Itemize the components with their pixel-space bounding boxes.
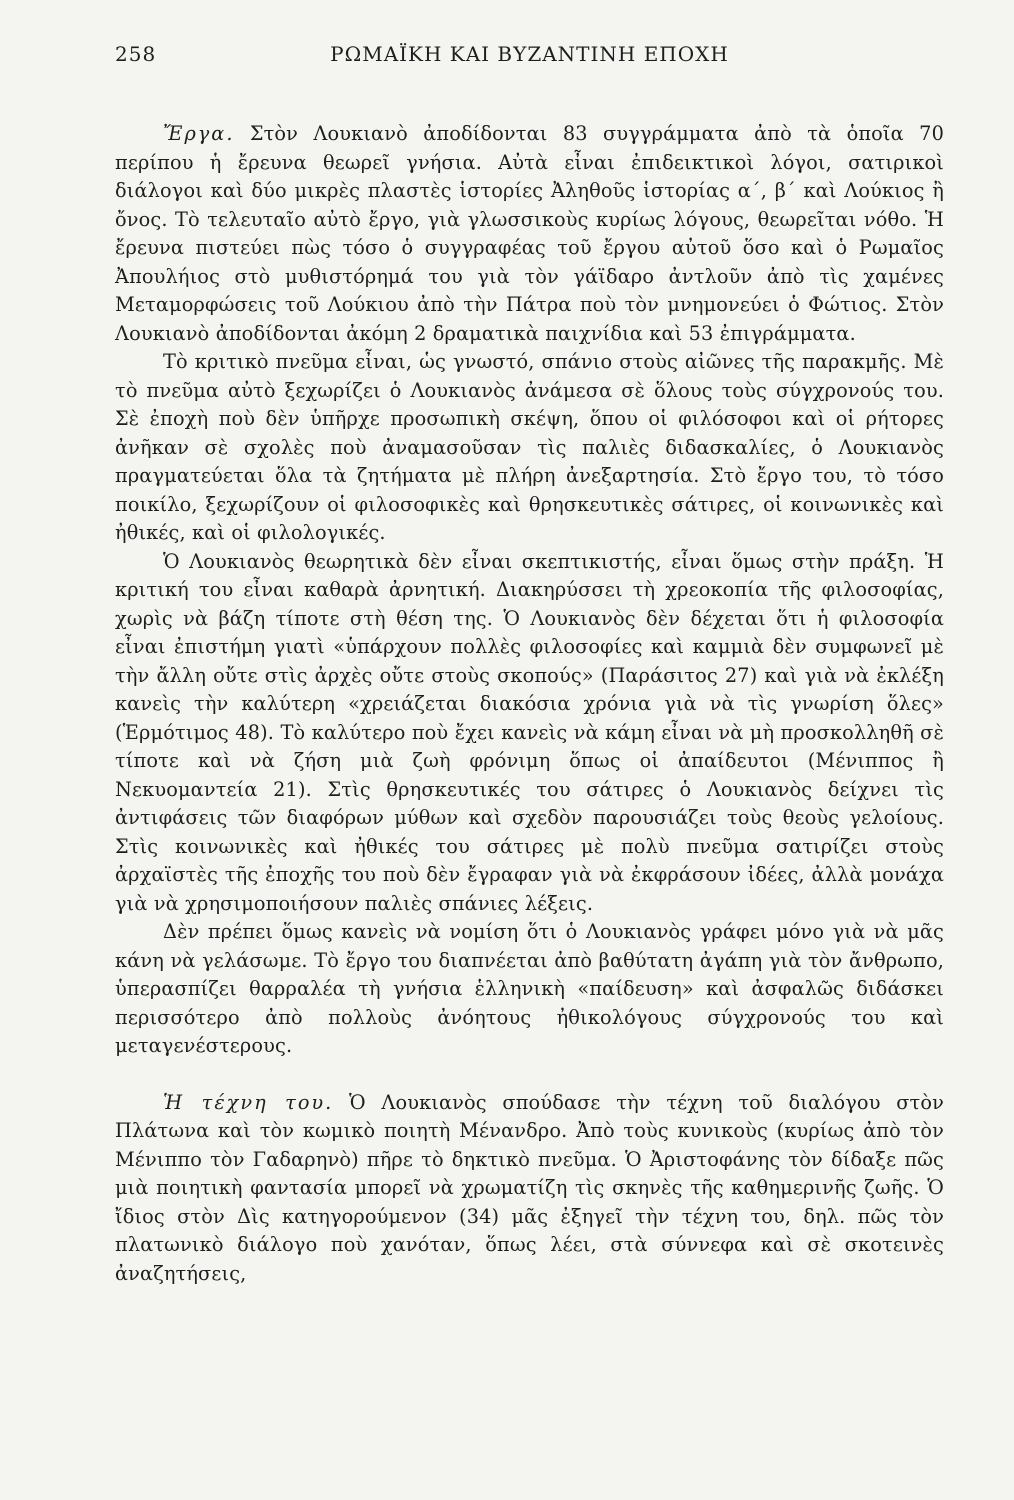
paragraph-humanism: Δὲν πρέπει ὅμως κανεὶς νὰ νομίση ὅτι ὁ Λουκιανὸς γράφει μόνο γιὰ νὰ μᾶς κάνη νὰ γελάσωμε. Τὸ ἔργο του διαπνέεται ἀπὸ βαθύτατη ἀγάπη γιὰ τὸν ἄνθρωπο, ὑπερασπίζει θαρραλέα τὴ γνήσια ἑλληνικὴ «παίδευση» καὶ ἀσφαλῶς διδάσκει περισσότερο ἀπὸ πολλοὺς ἀνόητους ἠθικολόγους σύγχρονούς του καὶ μεταγενέστερους.: [115, 920, 944, 1057]
section-heading-works: Ἔργα.: [163, 122, 235, 145]
body-text: [115, 120, 944, 1288]
paragraph-text: Ὁ Λουκιανὸς σπούδασε τὴν τέχνη τοῦ διαλόγου στὸν Πλάτωνα καὶ τὸν κωμικὸ ποιητὴ Μένανδρο. Ἀπὸ τοὺς κυνικοὺς (κυρίως ἀπὸ τὸν Μένιππο τὸν Γαδαρηνὸ) πῆρε τὸ δηκτικὸ πνεῦμα. Ὁ Ἀριστοφάνης τὸν δίδαξε πῶς μιὰ ποιητικὴ φαντασία μπορεῖ νὰ χρωματίζη τὶς σκηνὲς τῆς καθημερινῆς ζωῆς. Ὁ ἴδιος στὸν Δὶς κατηγορούμενον (34) μᾶς ἐξηγεῖ τὴν τέχνη του, δηλ. πῶς τὸν πλατωνικὸ διάλογο ποὺ χανόταν, ὅπως λέει, στὰ σύννεφα καὶ σὲ σκοτεινὲς ἀναζητήσεις,: [115, 1090, 945, 1285]
paragraph-text: Στὸν Λουκιανὸ ἀποδίδονται 83 συγγράμματα ἀπὸ τὰ ὁποῖα 70 περίπου ἡ ἔρευνα θεωρεῖ γνήσια. Αὐτὰ εἶναι ἐπιδεικτικοὶ λόγοι, σατιρικοὶ διάλογοι καὶ δύο μικρὲς πλαστὲς ἱστορίες Ἀληθοῦς ἱστορίας α΄, β΄ καὶ Λούκιος ἢ ὄνος. Τὸ τελευταῖο αὐτὸ ἔργο, γιὰ γλωσσικοὺς κυρίως λόγους, θεωρεῖται νόθο. Ἡ ἔρευνα πιστεύει πὼς τόσο ὁ συγγραφέας τοῦ ἔργου αὐτοῦ ὅσο καὶ ὁ Ρωμαῖος Ἀπουλήιος στὸ μυθιστόρημά του γιὰ τὸν γάϊδαρο ἀντλοῦν ἀπὸ τὶς χαμένες Μεταμορφώσεις τοῦ Λούκιου ἀπὸ τὴν Πάτρα ποὺ τὸν μνημονεύει ὁ Φώτιος. Στὸν Λουκιανὸ ἀποδίδονται ἀκόμη 2 δραματικὰ παιχνίδια καὶ 53 ἐπιγράμματα.: [115, 122, 945, 345]
paragraph-skepticism: Ὁ Λουκιανὸς θεωρητικὰ δὲν εἶναι σκεπτικιστής, εἶναι ὅμως στὴν πράξη. Ἡ κριτική του εἶναι καθαρὰ ἀρνητική. Διακηρύσσει τὴ χρεοκοπία τῆς φιλοσοφίας, χωρὶς νὰ βάζη τίποτε στὴ θέση της. Ὁ Λουκιανὸς δὲν δέχεται ὅτι ἡ φιλοσοφία εἶναι ἐπιστήμη γιατὶ «ὑπάρχουν πολλὲς φιλοσοφίες καὶ καμμιὰ δὲν συμφωνεῖ μὲ τὴν ἄλλη οὔτε στὶς ἀρχὲς οὔτε στοὺς σκοπούς» (Παράσιτος 27) καὶ γιὰ νὰ ἐκλέξη κανεὶς τὴν καλύτερη «χρειάζεται διακόσια χρόνια γιὰ νὰ τὶς γνωρίση ὅλες» (Ἑρμότιμος 48). Τὸ καλύτερο ποὺ ἔχει κανεὶς νὰ κάμη εἶναι νὰ μὴ προσκολληθῆ σὲ τίποτε καὶ νὰ ζήση μιὰ ζωὴ φρόνιμη ὅπως οἱ ἀπαίδευτοι (Μένιππος ἢ Νεκυομαντεία 21). Στὶς θρησκευτικές του σάτιρες ὁ Λουκιανὸς δείχνει τὶς ἀντιφάσεις τῶν διαφόρων μύθων καὶ σχεδὸν παρουσιάζει τοὺς θεοὺς γελοίους. Στὶς κοινωνικὲς καὶ ἠθικές του σάτιρες μὲ πολὺ πνεῦμα σατιρίζει στοὺς ἀρχαϊστὲς τῆς ἐποχῆς του ποὺ δὲν ἔγραφαν γιὰ νὰ ἐκφράσουν ἰδέες, ἀλλὰ μονάχα γιὰ νὰ χρησιμοποιήσουν παλιὲς σπάνιες λέξεις.: [115, 549, 944, 915]
running-title: ΡΩΜΑΪΚΗ ΚΑΙ ΒΥΖΑΝΤΙΝΗ ΕΠΟΧΗ: [330, 42, 729, 66]
page-number: 258: [115, 42, 157, 66]
page-header: [115, 42, 944, 82]
paragraph-works: [115, 120, 944, 348]
paragraph-art: [115, 1089, 944, 1289]
section-heading-art: Ἡ τέχνη του.: [163, 1090, 334, 1114]
paragraph-critical-spirit: Τὸ κριτικὸ πνεῦμα εἶναι, ὡς γνωστό, σπάνιο στοὺς αἰῶνες τῆς παρακμῆς. Μὲ τὸ πνεῦμα αὐτὸ ξεχωρίζει ὁ Λουκιανὸς ἀνάμεσα σὲ ὅλους τοὺς σύγχρονούς του. Σὲ ἐποχὴ ποὺ δὲν ὑπῆρχε προσωπικὴ σκέψη, ὅπου οἱ φιλόσοφοι καὶ οἱ ρήτορες ἀνῆκαν σὲ σχολὲς ποὺ ἀναμασοῦσαν τὶς παλιὲς διδασκαλίες, ὁ Λουκιανὸς πραγματεύεται ὅλα τὰ ζητήματα μὲ πλήρη ἀνεξαρτησία. Στὸ ἔργο του, τὸ τόσο ποικίλο, ξεχωρίζουν οἱ φιλοσοφικὲς καὶ θρησκευτικὲς σάτιρες, οἱ κοινωνικὲς καὶ ἠθικές, καὶ οἱ φιλολογικές.: [115, 350, 944, 544]
